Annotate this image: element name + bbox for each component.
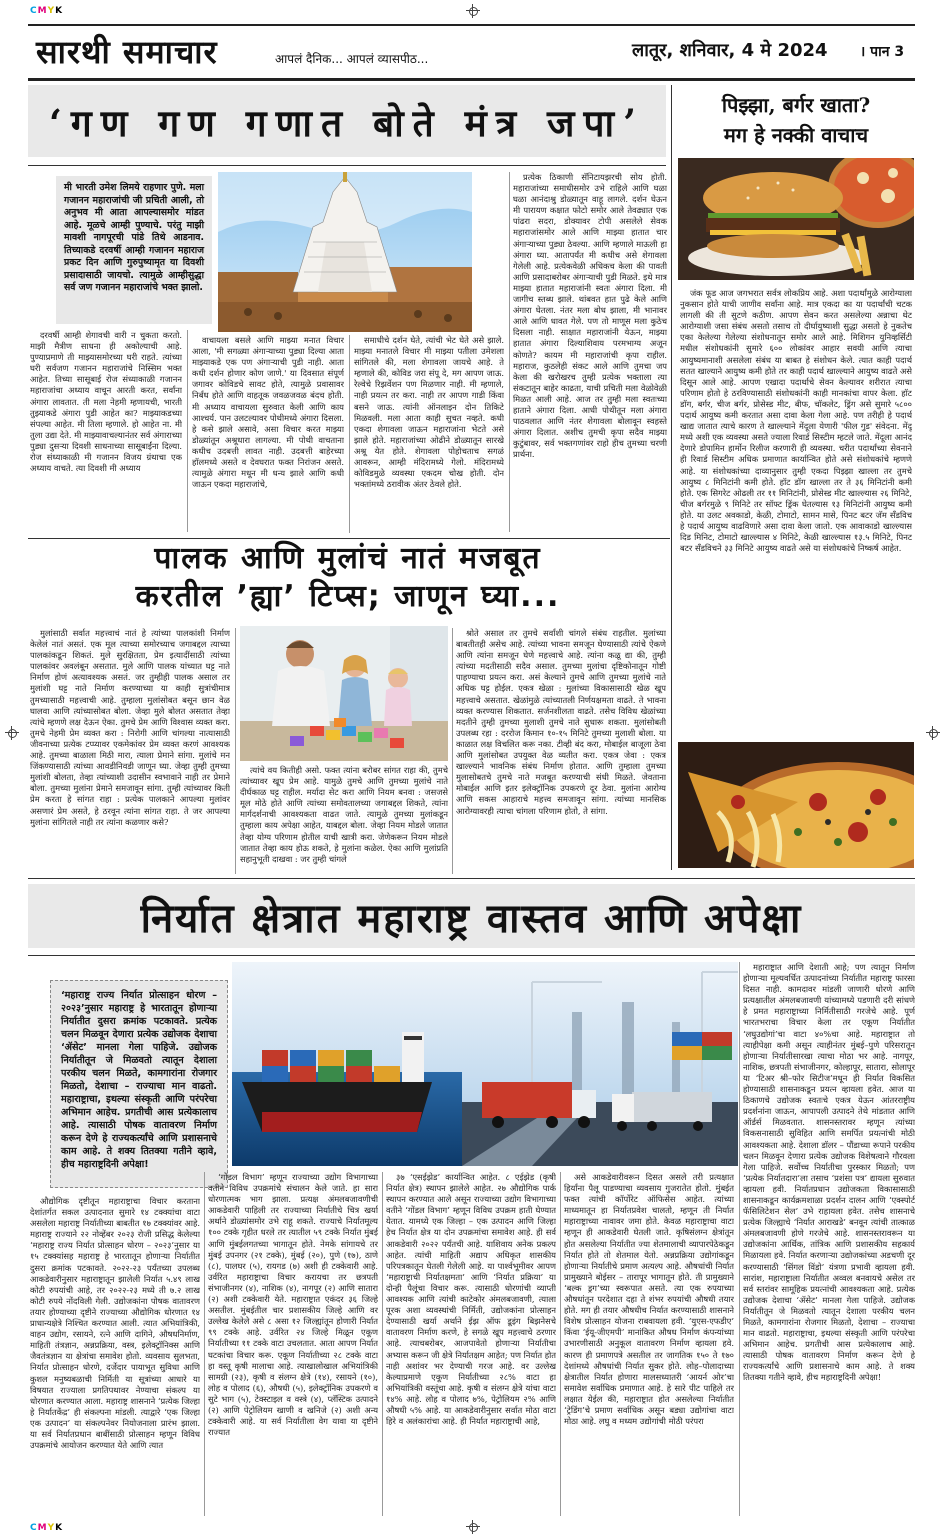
- family-photo: [240, 626, 448, 761]
- story1-intro: मी भारती उमेश लिमये राहणार पुणे. मला गजानन महाराजांची जी प्रचिती आली, तो अनुभव मी आता आपल्यासमोर मांडत आहे. मूळचे आम्ही पुण्याचे. परंतु माझी मावशी नागपूरची पांडे तिथे आडनाव. तिच्याकडे दरवर्षी आम्ही गजानन महाराज प्रकट दिन आणि गुरुपुष्यामृत या दिवशी प्रसादासाठी जायचो. त्यामुळे आम्हीसुद्धा सर्व जण गजानन महाराजांचे भक्त झालो.: [56, 176, 212, 324]
- story3-column-4: असे आकडेवारीवरून दिसत असले तरी प्रत्यक्षात हिर्यांना पैलू पाडण्याचा व्यवसाय गुजरातेत होतो. मुंबईत फक्त त्यांची कॉर्पोरेट ऑफिसेस आहेत. त्यांच्या माध्यमातून हा निर्यातप्रवेश चालतो, म्हणून ती निर्यात महाराष्ट्राच्या नावावर जमा होते. केवळ महाराष्ट्राचा वाटा म्हणून ही आकडेवारी घेतली जाते. कृषिसंलग्न क्षेत्रांतून होत असलेल्या निर्यातीत ज्या शेतमालाची व्यापारपेठेकडून निर्यात होते तो शेतमाल येतो. अन्नप्रक्रिया उद्योगांकडून होणाऱ्या निर्यातीचे प्रमाण अत्यल्प आहे. औषधांची निर्यात प्रामुख्याने बोईसर – तारापूर भागातून होते. ती प्रामुख्याने ‘बल्क ड्रग’च्या स्वरूपात असते. त्या एक रुपयाच्या औषधांतून परदेशात दहा ते शंभर रुपयांची औषधी तयार होते. मग ही तयार औषधीच निर्यात करण्यासाठी शासनाने विशेष प्रोत्साहन योजना राबवायला हवी. ‘युएस-एफडीए’ किंवा ‘ईयू-जीएमपी’ मानांकित औषध निर्माण कंपन्यांच्या उभारणीसाठी अनुकूल वातावरण निर्माण व्हायला हवे. कारण ही प्रमाणपत्रे असतील तर जागतिक १५० ते १७० देशांमध्ये औषधांची निर्यात सुकर होते. लोह–पोलादाच्या क्षेत्रातील निर्यात होणारा मालसध्यातरी ‘आयर्न ओर’चा समावेश सर्वाधिक प्रमाणात आहे. हे सारे पीट पाहिले तर लक्षात येईल की, महाराष्ट्रात होत असलेल्या निर्यातीत ‘ट्रेडिंग’चे प्रमाण सर्वाधिक असून बड्या उद्योगांचा वाटा मोठा आहे. लघु व मध्यम उद्योगांची मोठी परंपरा: [564, 1172, 734, 1427]
- registration-mark-bottom: CMYK: [30, 1523, 64, 1533]
- divider: [28, 955, 915, 956]
- column-rule: [235, 628, 236, 874]
- story3-column-3: ३७ ‘एसईझेड’ कार्यान्वित आहेत. ८ एईझेड (कृषी निर्यात क्षेत्र) स्थापन झालेले आहेत. २७ औद्योगिक पार्क स्थापन करण्यात आले असून राज्याच्या उद्योग विभागाच्या वतीने ‘गोंडल विभाग’ म्हणून विविध उपक्रम हाती घेण्यात येतात. यामध्ये एक जिल्हा – एक उत्पादन आणि जिल्हा हेच निर्यात क्षेत्र या दोन उपक्रमांचा समावेश आहे. ही सर्व आकडेवारी २०२२ पर्यंतची आहे. याशिवाय अनेक प्रकल्प आहेत. त्यांची माहिती अद्याप अधिकृत शासकीय परिपत्रकातून घेतली गेलेली आहे. या पार्श्वभूमीवर आपण ‘महाराष्ट्राची निर्यातक्षमता’ आणि ‘निर्यात प्रक्रिया’ या दोन्ही पैलूंचा विचार करू. त्यासाठी धोरणांची व्याप्ती आवश्यक आणि त्यांची काटेकोर अंमलबजावणी, त्याला पूरक अशा व्यवस्थांची निर्मिती, उद्योजकांना प्रोत्साहन देण्यासाठी खर्या अर्थाने ईझ ऑफ डूइंग बिझनेसचे वातावरण निर्माण करणे, हे सगळे खूप महत्त्वाचे ठरणार आहे. त्याचबरोबर, आजपावेतो होणाऱ्या निर्यातीचा अभ्यास करून जी क्षेत्रे निर्यातक्षम आहेत; पण निर्यात होत नाही अशांवर भर देण्याची गरज आहे. वर उल्लेख केल्याप्रमाणे एकूण निर्यातीच्या २८% वाटा हा अभियांत्रिकी वस्तूंचा आहे. कृषी व संलग्न क्षेत्रे यांचा वाटा १४% आहे. लोह व पोलाद ७%, पेट्रोलियम २% आणि औषधी ५% आहे. या आकडेवारीनुसार सर्वात मोठा वाटा हिरे व अलंकारांचा आहे. ही निर्यात महाराष्ट्राची आहे,: [386, 1172, 556, 1427]
- column-rule: [452, 628, 453, 874]
- cargo-photo: [232, 962, 738, 1166]
- newspaper-tagline: आपलं दैनिक... आपलं व्यासपीठ...: [275, 52, 429, 66]
- column-rule: [509, 172, 510, 532]
- story2-headline: [28, 540, 668, 616]
- column-rule: [349, 335, 350, 533]
- story2-headline-line1: पालक आणि मुलांचं नातं मजबूत: [154, 541, 542, 576]
- divider: [28, 165, 666, 166]
- story3-column-1: औद्योगिक दृष्टीतून महाराष्ट्राचा विचार करताना देशांतर्गत सकल उत्पादनात सुमारे १४ टक्क्यांचा वाटा असलेला महाराष्ट्र निर्यातीच्या बाबतीत १७ टक्क्यांवर आहे. महाराष्ट्र राज्याने २२ नोव्हेंबर २०२३ रोजी प्रसिद्ध केलेल्या ‘महाराष्ट्र राज्य निर्यात प्रोत्साहन धोरण – २०२३’नुसार या १५ टक्क्यांसह महाराष्ट्र हे भारतातून होणाऱ्या निर्यातीत दुसरा क्रमांक पटकावते. २०२२-२३ पर्यंतच्या उपलब्ध आकडेवारीनुसार महाराष्ट्रातून झालेली निर्यात ५.४९ लाख कोटी रुपयांची आहे, तर २०२२-२३ मध्ये ती ७.२ लाख कोटी रुपये नोंदविली गेली. उद्योजकांना पोषक वातावरण तयार होण्याच्या दृष्टीने राज्याच्या औद्योगिक धोरणात १४ प्राधान्यक्षेत्रे निश्चित करण्यात आली. त्यात अभियांत्रिकी, वाहन उद्योग, रसायने, रत्ने आणि दागिने, औषधनिर्माण, माहिती तंत्रज्ञान, अन्नप्रक्रिया, वस्त्र, इलेक्ट्रॉनिक्स आणि जैवतंत्रज्ञान या क्षेत्रांचा समावेश होतो. व्यवसाय सुलभता, निर्यात प्रोत्साहन धोरणे, दर्जेदार पायाभूत सुविधा आणि कुशल मनुष्यबळाची निर्मिती या सूत्रांच्या आधारे या विषयात राज्याला प्रगतिपथावर नेण्याचा संकल्प या धोरणात करण्यात आला. महाराष्ट्र शासनाने ‘प्रत्येक जिल्हा हे निर्यातकेंद्र’ ही संकल्पना मांडली. त्याद्वारे ‘एक जिल्हा एक उत्पादन’ या संकल्पनेवर नियोजनाला प्रारंभ झाला. या सर्व निर्यातप्रधान बाबींसाठी प्रोत्साहन म्हणून विविध उपक्रमांचे आयोजन करण्यात येते आणि त्यात: [30, 1196, 200, 1451]
- burger-photo: [678, 158, 914, 280]
- sidebar-body: जंक फूड आज जगभरात सर्वत्र लोकप्रिय आहे. अशा पदार्थांमुळे आरोग्याला नुकसान होते याची जाणीव सर्वांना आहे. मात्र एकदा का या पदार्थांची चटक लागली की ती सुटणे कठीण. आपण सेवन करत असलेल्या अन्नाचा थेट आरोग्याशी जसा संबंध असतो तसाच तो दीर्घायुष्याशी सुद्धा असतो हे नुकतेच एका केलेल्या गेलेल्या संशोधनातून समोर आले आहे. मिशिगन युनिव्हर्सिटी मधील संशोधकांनी सुमारे ६०० लोकांवर आहार सवयी आणि त्याचा आयुष्यमानाशी असलेला संबंध या बाबत हे संशोधन केले. त्यात काही पदार्थ सतत खाल्याने आयुष्य कमी होते तर काही पदार्थ खाल्ल्याने आयुष्य वाढते असे दिसून आले आहे. आपण एखादा पदार्थाचे सेवन केल्यावर शरीरात त्याचा परिणाम होतो हे ठरविण्यासाठी संशोधकांनी काही मानकांचा वापर केला. हॉट डॉग, बर्गर, चीज बर्गर, प्रोसेस्ड मीट, बीफ, चॉकलेट, ड्रिंग असे सुमारे ५८०० पदार्थ आयुष्य कमी करतात असा दावा केला गेला आहे. पण तरीही हे पदार्थ खाद्य जातात त्याचे कारण ते खाल्ल्याने मेंदूला येणारी 'फील गुड' संवेदना. मेंदू मध्ये अशी एक व्यवस्था असते ज्याला रिवार्ड सिस्टीम म्हटले जाते. मेंदूला आनंद देणारे डोपामिन हार्मोन रिलीज करणारी ही व्यवस्था. चरीत पदार्थांच्या सेवनाने ही रिवार्ड सिस्टीम अधिक प्रमाणात कार्यान्वित होते असे संशोधकांचे म्हणणे आहे. या संशोधकांच्या दाव्यानुसार तुम्ही एकदा पिझ्झा खाल्ला तर तुमचे आयुष्य ८ मिनिटांनी कमी होते. हॉट डॉग खाल्ला तर ते ३६ मिनिटांनी कमी होते. एक सिगरेट ओढली तर ११ मिनिटांनी, प्रोसेस्ड मीट खाल्ल्यास २६ मिनिटे, चीज बर्गरमुळे ९ मिनिटे तर सॉफ्ट ड्रिंक घेतल्यास १३ मिनिटांनी आयुष्य कमी होते. या उलट अवकाडो, केळी, टोमाटो, सामन मासे, पिनट बटर जॅम सँडविच हे पदार्थ आयुष्य वाढविणारे असा दावा केला जातो. एक आवाकाडो खाल्ल्यास दिड मिनिट, टोमाटो खाल्ल्यास ४ मिनिटे, केळी खाल्ल्यास १३.५ मिनिटे, पिनट बटर सँडविचने ३३ मिनिटे आयुष्य वाढते असे या संशोधकांचे निष्कर्ष आहेत.: [680, 288, 912, 554]
- sidebar-headline-line1: पिझ्झा, बर्गर खाता?: [721, 93, 871, 117]
- crosshair-bottom-icon: [466, 1520, 480, 1534]
- story1-column-2: वाचायला बसले आणि माझ्या मनात विचार आला, 'मी सगळ्या अंगाऱ्याच्या पुड्या दिल्या आता माझ्याकडे एक पण अंगाऱ्याची पुडी नाही. आता कधी दर्शन होणार कोण जाणे.' या दिवसात संपूर्ण जगावर कोविडचे सावट होते, त्यामुळे प्रवासावर निर्बंध होते आणि वाहतूक जवळजवळ बंदच होती. मी अध्याय वाचायला सुरुवात केली आणि काय आश्चर्य. पान उलटल्यावर पोथीमध्ये अंगारा दिसला. हे कसे झाले असावे, असा विचार करत माझ्या डोळ्यांतून अश्रूधारा लागल्या. मी पोथी वाचताना कधीच उदबत्ती लावत नाही. उदबत्ती बाहेरच्या हॉलमध्ये असते व देवघरात फक्त निरांजन असते. त्यामुळे अंगारा मधून मी धन्य झाले आणि कधी जाऊन एकदा महाराजांचे,: [192, 335, 344, 490]
- sidebar-headline: [676, 90, 916, 150]
- registration-mark-top: CMYK: [30, 6, 64, 16]
- column-rule: [187, 330, 188, 532]
- story1-headline: ‘गण गण गणात बोते मंत्र जपा’: [28, 85, 666, 157]
- story2-column-1: मुलांसाठी सर्वात महत्त्वाचं नातं हे त्यांच्या पालकांशी निर्माण केलेलं नातं असतं. एक मूल त्याच्या समोरच्याच जगाबद्दल त्याच्या पालकांकडून शिकतं. मुले सुरक्षितता, प्रेम इत्यादींसाठी त्यांच्या पालकांवर अवलंबून असतात. मुले आणि पालक यांच्यात घट्ट नाते निर्माण होणं अत्यावश्यक असतं. जर तुम्हीही पालक असाल तर मुलांशी घट्ट नाते निर्माण करण्याच्या या काही सुत्रांचीमात्र तुमच्यासाठी महत्त्वाची आहे. तुम्हाला मुलांसोबत बसून छान वेळ घालवा आणि त्यांच्यासोबत बोला. जेव्हा मुले बोलत असतात तेव्हा त्यांचे म्हणणे लक्ष देऊन ऐका. तुमचे प्रेम आणि विश्वास व्यक्त करा. तुमचे नेहमी प्रेम व्यक्त करा : निरोगी आणि चांगल्या नात्यासाठी जीवनाच्या प्रत्येक टप्प्यावर एकमेकांवर प्रेम व्यक्त करणं आवश्यक आहे. तुमच्या बाळाला मिठी मारा, त्याला प्रेमाने सांगा. मुलांचे मन जिंकण्यासाठी त्यांच्या आवडीनिवडी जाणून घ्या. जेव्हा तुम्ही तुमच्या मुलांशी बोलता, तेव्हा त्यांच्याशी उदासीन स्वभावाने नाही तर प्रेमाने बोला. तुमच्या मुलांना प्रेमाने समजावून सांगा. तुम्ही त्यांच्यावर किती प्रेम करता हे सांगत राहा : प्रत्येक पालकाने आपल्या मुलांवर असणारं प्रेम असते, हे ठरवून त्यांना सांगत राहा. ते जर आपल्या मुलांना सांगितले नाही तर त्यांना कळणार कसे?: [30, 628, 230, 827]
- story2-column-3: श्रोते असाल तर तुमचे सर्वांशी चांगले संबंध राहतील. मुलांच्या बाबतीतही असेच आहे. त्यांच्या भावना समजून घेण्यासाठी त्यांचे ऐकणे आणि त्यांना समजून घेणे महत्त्वाचे आहे. त्यांना कळू द्या की, तुम्ही त्यांच्या मदतीसाठी सदैव असाल. तुमच्या मुलांचा दृष्टिकोनातून गोष्टी पाहण्याचा प्रयत्न करा. असं केल्याने तुमचे आणि तुमच्या मुलांचे नाते अधिक घट्ट होईल. एकत्र खेळा : मुलांच्या विकासासाठी खेळ खूप महत्त्वाचे असतात. खेळांमुळे त्यांच्यातली निर्णयक्षमता वाढते. ते भावना व्यक्त करण्यास शिकतात. सर्जनशीलता वाढते. तसेच विविध खेळांच्या मदतीने तुम्ही तुमच्या मुलाशी तुमचे नाते सुधारू शकता. मुलांसोबती उपलब्ध रहा : दररोज किमान १०-१५ मिनिटे तुमच्या मुलाशी बोला. या काळात लक्ष विचलित करू नका. टीव्ही बंद करा, मोबाईल बाजूला ठेवा आणि मुलांसोबत उपयुक्त वेळ व्यतीत करा. एकत्र जेवा : एकत्र खाल्ल्याने भावनिक संबंध निर्माण होतात. आणि तुम्हाला तुमच्या मुलासोबतचे तुमचे नाते मजबूत करण्याची संधी मिळते. जेवताना मोबाईल आणि इतर इलेक्ट्रॉनिक उपकरणे दूर ठेवा. मुलांना आरोग्य आणि सकस आहाराचे महत्त्व समजावून सांगा. त्यांच्या मानसिक आरोग्यावरही त्याचा चांगला परिणाम होतो, ते सांगा.: [456, 628, 666, 816]
- story2-headline-line2: करतील ’ह्या’ टिप्स; जाणून घ्या...: [135, 579, 561, 614]
- newspaper-title: सारथी समाचार: [36, 33, 218, 71]
- pizza-photo: [678, 742, 914, 868]
- page-number: । पान 3: [860, 44, 905, 60]
- sidebar-rule: [671, 85, 672, 870]
- dateline: लातूर, शनिवार, 4 मे 2024: [632, 40, 828, 61]
- temple-photo: [218, 172, 472, 332]
- story3-intro: ‘महाराष्ट्र राज्य निर्यात प्रोत्साहन धोरण – २०२३’नुसार महाराष्ट्र हे भारतातून होणाऱ्या निर्यातीत दुसरा क्रमांक पटकावते. प्रत्येक चलन मिळवून देणारा प्रत्येक उद्योजक देशाचा ‘ॲसेट’ मानला गेला पाहिजे. उद्योजक निर्यातीतून जे मिळवतो त्यातून देशाला परकीय चलन मिळते, कामगारांना रोजगार मिळतो, देशाचा – राज्याचा मान वाढतो. महाराष्ट्राचा, इथल्या संस्कृती आणि परंपरेचा अभिमान आहेच. प्रगतीची आस प्रत्येकालाच आहे. त्यासाठी पोषक वातावरण निर्माण करून देणे हे राज्यकर्त्यांचे आणि प्रशासनाचे काम आहे. ते शक्य तितक्या गतीने व्हावे, हीच महाराष्ट्रदिनी अपेक्षा!: [50, 980, 228, 1188]
- story1-column-3: समाधीचे दर्शन घेते, त्यांची भेट घेते असे झाले. माझ्या मनातले विचार मी माझ्या पतीला उमेशला सांगितले की, मला शेगावला जायचे आहे. ते म्हणाले की, कोविड जरा संपू दे, मग आपण जाऊ. रेल्वेचे रिझर्वेशन पण मिळणार नाही. मी म्हणाले, नाही प्रयत्न तर करा. नाही तर आपण गाडी किंवा बसने जाऊ. त्यांनी ऑनलाइन दोन तिकिटे मिळवली. मला आता काही सुचत नव्हते. कधी एकदा शेगावला जाऊन महाराजांना भेटते असे झाले होते. महाराजांच्या ओढीने डोळ्यातून सारखे अश्रू येत होते. शेगावला पोहोचताच सगळं आवरून, आम्ही मंदिरामध्ये गेलो. मंदिरामध्ये कोविडमुळे व्यवस्था एकदम चोख होती. दोन भक्तांमध्ये ठरावीक अंतर ठेवले होते.: [354, 335, 504, 490]
- column-rule: [739, 962, 740, 1516]
- divider: [28, 878, 915, 879]
- story3-column-5: महाराष्ट्रात आणि देशाती आहे; पण त्यातून निर्माण होणाऱ्या मूल्यवर्धित उत्पादनांच्या निर्यातीत महाराष्ट्र फारसा दिसत नाही. कामदावर मांडली जाणारी धोरणे आणि प्रत्यक्षातील अंमलबजावणी यांच्यामध्ये पडणारी दरी सांधणे हे प्रमत महाराष्ट्राच्या निर्मितीसाठी गरजेचे आहे. पूर्ण भारतभराचा विचार केला तर एकूण निर्यातीत ‘लघुउद्योगां’चा वाटा ४०%चा आहे. महाराष्ट्रात तो त्याहीपेक्षा कमी असून त्याहीनंतर मुंबई–पुणे परिसरातून होणाऱ्या निर्यातीसारखा त्याचा मोठा भर आहे. नागपूर, नाशिक, छत्रपती संभाजीनगर, कोल्हापूर, सातारा, सोलापूर या ‘टिअर श्री–फोर सिटीज’मधून ही निर्यात विकसित होण्यासाठी शासनाकडून प्रयत्न व्हायला हवेत. आज या ठिकाणचे उद्योजक स्वतःचे एकत्र येऊन आंतरराष्ट्रीय प्रदर्शनांना जाऊन, आपापली उत्पादने तेथे मांडतात आणि ऑर्डर्स मिळवतात. शासनस्तरावर म्हणून त्यांच्या विकसनासाठी सुविहित आणि समर्पित प्रयत्नांची मोठी आवश्यकता आहे. देशाला डॉलर – पौंडाच्या रूपाने परकीय चलन मिळवून देणारा प्रत्येक उद्योजक विशेषत्वाने गौरवला गेला पाहिजे. सर्वोच्च निर्यातीचा पुरस्कार मिळतो; पण ‘प्रत्येक निर्यातदारा’ला तसाच ‘प्रशंसा पत्र’ द्यायला सुरुवात व्हायला हवी. निर्यातप्रधान उद्योजकता विकासासाठी शासनाकडून कार्यक्रमशाळा प्रदर्शन दालन आणि ‘एक्स्पोर्ट फॅसिलिटेशन सेल’ उभे राहायला हवेत. तसेच शासनाचे प्रत्येक जिल्ह्याचे ‘निर्यात आराखडे’ बनवून त्यांची तात्काळ अंमलबजावणी होणे गरजेचे आहे. शासनस्तरावरून या उद्योजकांना आर्थिक, तांत्रिक आणि प्रशासकीय सहकार्य मिळायला हवे. निर्यात करणाऱ्या उद्योजकांच्या अडचणी दूर करण्यासाठी ‘सिंगल विंडो’ यंत्रणा प्रभावी व्हायला हवी. सारांश, महाराष्ट्राला निर्यातीत अव्वल बनवायचे असेल तर सर्व स्तरांवर सामूहिक प्रयत्नांची आवश्यकता आहे. प्रत्येक उद्योजक देशाचा ‘ॲसेट’ मानला गेला पाहिजे. उद्योजक निर्यातीतून जे मिळवतो त्यातून देशाला परकीय चलन मिळते, कामगारांना रोजगार मिळतो, देशाचा – राज्याचा मान वाढतो. महाराष्ट्राचा, इथल्या संस्कृती आणि परंपरेचा अभिमान आहेच. प्रगतीची आस प्रत्येकालाच आहे. त्यासाठी पोषक वातावरण निर्माण करून देणे हे राज्यकर्त्यांचे आणि प्रशासनाचे काम आहे. ते शक्य तितक्या गतीने व्हावे, हीच महाराष्ट्रदिनी अपेक्षा!: [743, 962, 915, 1383]
- sidebar-headline-line2: मग हे नक्की वाचाच: [723, 123, 869, 147]
- masthead: [28, 24, 915, 81]
- story2-column-2: त्यांचे वय कितीही असो. फक्त त्यांना बरोबर सांगत राहा की, तुमचे त्यांच्यावर खूप प्रेम आहे. यामुळे तुमचे आणि तुमच्या मुलांचे नाते दीर्घकाळ घट्ट राहील. मर्यादा सेट करा आणि नियम बनवा : जसजसे मूल मोठे होते आणि त्यांच्या समोवतालच्या जगाबद्दल शिकते, त्यांना मार्गदर्शनाची आवश्यकता वाढत जाते. त्यामुळे तुमच्या मुलांकडून तुम्हाला काय अपेक्षा आहेत, याबद्दल बोला. जेव्हा नियम मोडले जातात तेव्हा योग्य परिणाम होतील याची खात्री करा. जेणेकरून नियम मोडले जातात तेव्हा काय होऊ शकते, हे मुलांना कळेल. ऐका आणि मुलांप्रति सहानुभूती दाखवा : जर तुम्ही चांगले: [240, 765, 448, 864]
- crosshair-top-icon: [466, 4, 480, 18]
- column-rule: [382, 1172, 383, 1516]
- crosshair-left-icon: [5, 726, 19, 740]
- story3-headline: निर्यात क्षेत्रात महाराष्ट्र वास्तव आणि अपेक्षा: [28, 884, 915, 948]
- crosshair-right-icon: [926, 726, 940, 740]
- story1-column-1: दरवर्षी आम्ही शेगावची वारी न चुकता करतो. माझी मैत्रीण साधना ही अकोल्याची आहे. पुण्याप्रमाणे ती माझ्यासमोरच्या घरी राहते. त्यांच्या घरी सर्वजण गजानन महाराजांचे निस्सिम भक्त आहेत. तिच्या सासूबाई रोज संध्याकाळी गजानन महाराजांचा अध्याय वाचून आरती करत, सर्वांना अंगारा लावतात. ती मला नेहमी म्हणायची, भारती तुझ्याकडे अंगारा पुडी आहेत का? माझ्याकडच्या संपल्या आहेत. मी तिला म्हणाले. हो आहेत ना. मी तुला उद्या देते. मी माझ्यावाचल्यानंतर सर्व अंगाराच्या पुड्या दुसऱ्या दिवशी साधनाच्या सासूबाईंना दिल्या. रोज संध्याकाळी मी गजानन विजय ग्रंथाचा एक अध्याय वाचते. त्या दिवशी मी अध्याय: [30, 330, 182, 474]
- divider: [28, 538, 670, 539]
- column-rule: [560, 1172, 561, 1516]
- story1-column-4: प्रत्येक ठिकाणी सॅनिटायझरची सोय होती. महाराजांच्या समाधीसमोर उभे राहिले आणि घळा घळा आनंदाश्रु डोळ्यातून वाहू लागले. दर्शन घेऊन मी पारायण कक्षात फोटो समोर आले तेवढ्यात एक पांढरा सदरा, डोक्यावर टोपी असलेले सेवक महाराजांसमोर आले आणि माझ्या हातात चार अंगाऱ्याच्या पुड्या ठेवल्या. आणि म्हणाले माऊली हा अंगारा घ्या. आतापर्यंत मी कधीच असे शेगावला गेलेली आहे. प्रत्येकवेळी अधिकच केला की पावती आणि प्रसादाबरोबर अंगाऱ्याची पुडी मिळते. इथे मात्र माझ्या हातात महाराजांनी स्वतः अंगारा दिला. मी जागीच स्तब्ध झाले. थांबवत हात पुढे केले आणि अंगारा घेतला. नंतर मला बोध झाला, मी भानावर आले आणि धावत गेले. पण तो माणूस मला कुठेच दिसला नाही. साक्षात महाराजांनी येऊन, माझ्या हातात अंगारा दिल्याशिवाय परमभाग्य अजून कोणते? कायम मी महाराजांची कृपा राहील. महाराज, कुठलेही संकट आले आणि तुमचा जप केला की खरोखरच तुम्ही प्रत्येक भक्ताला त्या संकटातून बाहेर काढता, याची प्रचिती मला वेळोवेळी मिळत आली आहे. आज तर तुम्ही मला स्वतःच्या हाताने अंगारा दिला. आधी पोथीतून मला अंगारा पाठवलात आणि नंतर शेगावला बोलावून स्वहस्ते अंगारा दिलात. अशीच तुमची कृपा सदैव माझ्या कुटुंबावर, सर्व भक्तगणांवर राहो हीच तुमच्या चरणी प्रार्थना.: [513, 172, 667, 460]
- column-rule: [204, 1172, 205, 1516]
- story3-column-2: ‘गोंडल विभाग’ म्हणून राज्याच्या उद्योग विभागाच्या वतीने विविध उपक्रमांचे संचालन केले जाते. हा सारा धोरणात्मक भाग झाला. प्रत्यक्ष अंमलबजावणीची आकडेवारी पाहिली तर राज्याच्या निर्यातीचे चित्र खर्या अर्थाने डोळ्यांसमोर उभे राहू शकते. राज्याचे निर्यातमूल्य १०० टक्के गृहीत धरले तर त्यातील ५९ टक्के निर्यात मुंबई आणि मुंबईलगतच्या भागातून होते. नेमके सांगायचे तर मुंबई उपनगर (२१ टक्के), मुंबई (२०), पुणे (१७), ठाणे (८), पालघर (५), रायगड (७) अशी ही टक्केवारी आहे. उर्वरित महाराष्ट्राचा विचार करायचा तर छत्रपती संभाजीनगर (४), नाशिक (४), नागपूर (२) आणि सातारा (२) अशी टक्केवारी येते. महाराष्ट्रात एकंदर ३६ जिल्हे असतील. मुंबईतील चार प्रशासकीय जिल्हे आणि वर उल्लेख केलेले असे ८ असा १२ जिल्ह्यांतून होणारी निर्यात ९९ टक्के आहे. उर्वरित २४ जिल्हे मिळून एकूण निर्यातीच्या ११ टक्के वाटा उचलतात. आता आपण निर्यात घटकांचा विचार करू. एकूण निर्यातीच्या २८ टक्के वाटा हा वस्तू कृषी मालाचा आहे. त्याखालोखाल अभियांत्रिकी सामग्री (२३), कृषी व संलग्न क्षेत्रे (१४), रसायने (१०), लोह व पोलाद (६), औषधी (५), इलेक्ट्रॉनिक उपकरणे व सुटे भाग (५), टेक्स्टाइल व वस्त्रे (४), प्लॅस्टिक उत्पादने (२) आणि पेट्रोलियम खाणी व खनिजे (२) अशी अन्य टक्केवारी आहे. या सर्व निर्यातीला वेग यावा या दृष्टीने राज्यात: [208, 1172, 378, 1438]
